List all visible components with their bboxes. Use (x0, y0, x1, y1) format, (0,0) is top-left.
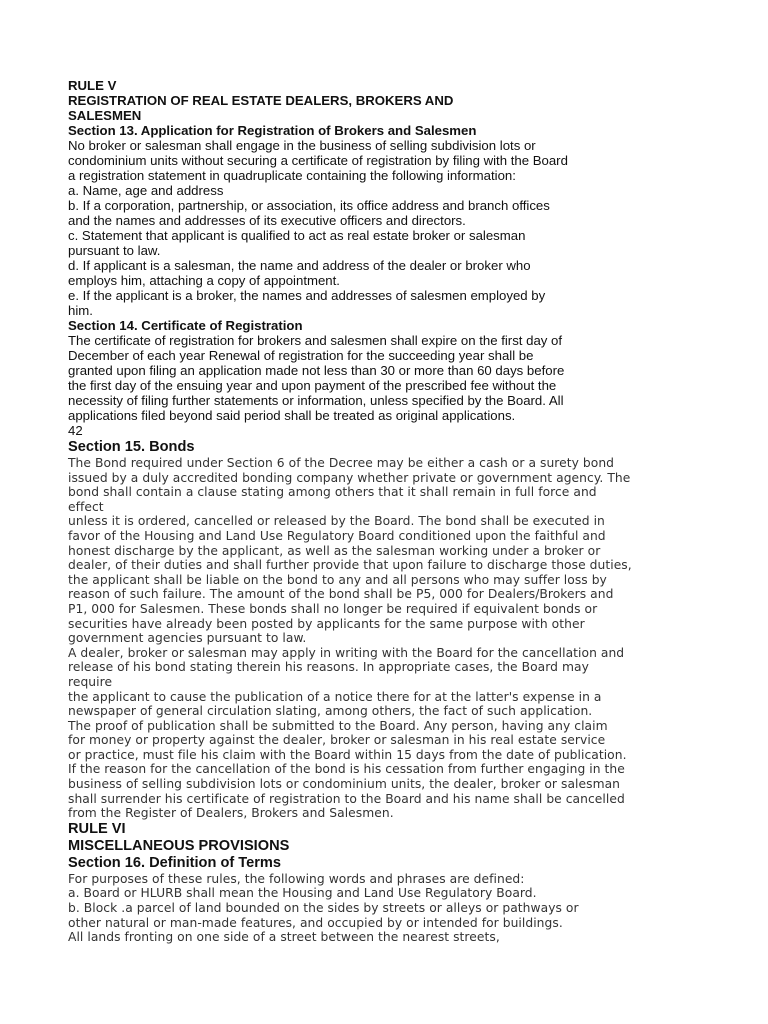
section-13-item-e: e. If the applicant is a broker, the names and addresses of salesmen employed by (68, 288, 546, 303)
section-15-line: securities have already been posted by applicants for the same purpose with other (68, 616, 585, 631)
rule-v-title-line: REGISTRATION OF REAL ESTATE DEALERS, BROKERS AND (68, 93, 454, 108)
rule-v-title-line: SALESMEN (68, 108, 142, 123)
section-16-term-block: b. Block .a parcel of land bounded on the sides by streets or alleys or pathways or (68, 901, 579, 916)
section-13-item-b: b. If a corporation, partnership, or association, its office address and branch offices (68, 198, 550, 213)
section-15-line: effect (68, 499, 104, 514)
section-14-line: The certificate of registration for brokers and salesmen shall expire on the first day of (68, 333, 563, 348)
section-15-line: newspaper of general circulation slating, among others, the fact of such application. (68, 704, 593, 719)
section-13-line: and the names and addresses of its executive officers and directors. (68, 213, 466, 228)
section-13-item-c: c. Statement that applicant is qualified to act as real estate broker or salesman (68, 228, 526, 243)
section-15-line: business of selling subdivision lots or condominium units, the dealer, broker or salesman (68, 777, 621, 792)
section-15-line: The proof of publication shall be submitted to the Board. Any person, having any claim (68, 718, 608, 733)
section-15-line: The Bond required under Section 6 of the Decree may be either a cash or a surety bond (68, 456, 615, 470)
section-16-term-board: a. Board or HLURB shall mean the Housing and Land Use Regulatory Board. (68, 886, 537, 901)
section-13-line: a registration statement in quadruplicate containing the following information: (68, 168, 516, 183)
section-13-line: No broker or salesman shall engage in the business of selling subdivision lots or (68, 138, 536, 153)
section-15-line: for money or property against the dealer, broker or salesman in his real estate service (68, 733, 606, 748)
section-15-line: the applicant shall be liable on the bond to any and all persons who may suffer loss by (68, 572, 607, 587)
section-15-line: dealer, of their duties and shall further provide that upon failure to discharge those duties, (68, 558, 632, 573)
section-16-line: other natural or man-made features, and occupied by or intended for buildings. (68, 915, 563, 930)
section-14-line: necessity of filing further statements or information, unless specified by the Board. All (68, 393, 564, 408)
section-15-line: release of his bond stating therein his reasons. In appropriate cases, the Board may (68, 660, 589, 675)
section-13-line: condominium units without securing a certificate of registration by filing with the Board (68, 153, 568, 168)
section-14-line: the first day of the ensuing year and upon payment of the prescribed fee without the (68, 378, 557, 393)
section-15-line: favor of the Housing and Land Use Regulatory Board conditioned upon the faithful and (68, 528, 606, 543)
section-15-line: issued by a duly accredited bonding company whether private or government agency. The (68, 470, 631, 485)
section-15-line: government agencies pursuant to law. (68, 631, 307, 646)
section-15-line: require (68, 674, 113, 689)
section-15-line: A dealer, broker or salesman may apply in writing with the Board for the cancellation and (68, 645, 625, 660)
section-14-line: December of each year Renewal of registration for the succeeding year shall be (68, 348, 534, 363)
rule-vi-title: MISCELLANEOUS PROVISIONS (68, 837, 290, 854)
page-number: 42 (68, 423, 83, 438)
section-15-line: honest discharge by the applicant, as well as the salesman working under a broker or (68, 543, 601, 558)
document-page (68, 78, 708, 945)
section-15-line: P1, 000 for Salesmen. These bonds shall no longer be required if equivalent bonds or (68, 601, 598, 616)
section-15-line: or practice, must file his claim with the Board within 15 days from the date of publication. (68, 747, 627, 762)
section-15-line: reason of such failure. The amount of the bond shall be P5, 000 for Dealers/Brokers and (68, 587, 614, 602)
section-14-heading: Section 14. Certificate of Registration (68, 318, 303, 333)
section-15-line: the applicant to cause the publication of a notice there for at the latter's expense in a (68, 689, 602, 704)
rule-vi-heading: RULE VI (68, 820, 126, 837)
section-15-line: unless it is ordered, cancelled or released by the Board. The bond shall be executed in (68, 514, 605, 529)
section-13-line: him. (68, 303, 93, 318)
section-15-line: If the reason for the cancellation of the bond is his cessation from further engaging in the (68, 762, 625, 777)
section-15-line: shall surrender his certificate of registration to the Board and his name shall be cancelled (68, 791, 625, 806)
section-16-line: For purposes of these rules, the following words and phrases are defined: (68, 871, 525, 886)
section-13-item-a: a. Name, age and address (68, 183, 224, 198)
section-15-heading: Section 15. Bonds (68, 439, 195, 455)
section-13-item-d: d. If applicant is a salesman, the name and address of the dealer or broker who (68, 258, 531, 273)
section-16-line: All lands fronting on one side of a street between the nearest streets, (68, 930, 500, 945)
section-15-line: from the Register of Dealers, Brokers and Salesmen. (68, 806, 394, 821)
section-16-heading: Section 16. Definition of Terms (68, 854, 281, 871)
section-13-line: pursuant to law. (68, 243, 161, 258)
section-13-line: employs him, attaching a copy of appointment. (68, 273, 340, 288)
section-14-line: granted upon filing an application made not less than 30 or more than 60 days before (68, 363, 565, 378)
section-15-line: bond shall contain a clause stating among others that it shall remain in full force and (68, 485, 597, 500)
section-13-heading: Section 13. Application for Registration of Brokers and Salesmen (68, 123, 477, 138)
rule-v-heading: RULE V (68, 78, 117, 93)
section-14-line: applications filed beyond said period shall be treated as original applications. (68, 408, 516, 423)
